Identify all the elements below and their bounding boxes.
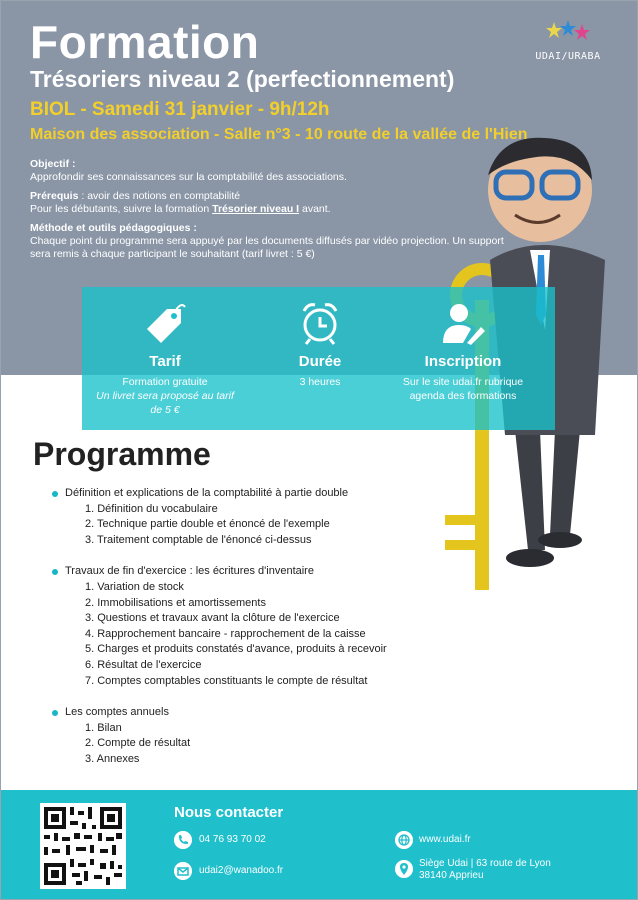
logo-text: UDAI/URABA xyxy=(535,51,601,62)
tarif-desc xyxy=(90,375,240,417)
globe-icon xyxy=(395,831,413,849)
tarif-title: Tarif xyxy=(149,353,181,370)
phone-icon xyxy=(174,831,192,849)
programme-section xyxy=(52,486,442,548)
card-tarif xyxy=(90,287,240,430)
methode-label: Méthode et outils pédagogiques : xyxy=(30,222,197,234)
list-item: 1. Bilan xyxy=(85,721,122,734)
tresorier-niveau-1-link[interactable]: Trésorier niveau I xyxy=(212,203,300,215)
place-line: Maison des association - Salle n°3 - 10 route de la vallée de l'Hien xyxy=(30,126,528,143)
prerequis-label: Prérequis xyxy=(30,190,79,202)
page-title: Formation xyxy=(30,16,260,68)
methode-text: Chaque point du programme sera appuyé par les documents diffusés par vidéo projection. Un support sera remis à chaque participant le souhaitant (tarif livret : 5 €) xyxy=(30,235,504,260)
list-item: 7. Comptes comptables constituants le compte de résultat xyxy=(85,674,368,687)
page-subtitle: Trésoriers niveau 2 (perfectionnement) xyxy=(30,66,455,92)
programme-list xyxy=(52,486,442,784)
list-item: 1. Variation de stock xyxy=(85,580,184,593)
objectif-block xyxy=(30,158,510,184)
list-item: 3. Traitement comptable de l'énoncé ci-dessus xyxy=(85,533,312,546)
list-item: 2. Immobilisations et amortissements xyxy=(85,596,266,609)
objectif-text: Approfondir ses connaissances sur la comptabilité des associations. xyxy=(30,171,347,183)
list-item: 3. Annexes xyxy=(85,752,140,765)
contact-phone[interactable]: 04 76 93 70 02 xyxy=(199,834,266,845)
list-item: 2. Technique partie double et énoncé de l'exemple xyxy=(85,518,330,531)
info-cards xyxy=(82,287,555,430)
alarm-clock-icon xyxy=(298,299,342,347)
contact-address xyxy=(419,858,551,882)
methode-block xyxy=(30,222,510,261)
section-title: Travaux de fin d'exercice : les écritures d'inventaire xyxy=(52,564,442,580)
date-line: BIOL - Samedi 31 janvier - 9h/12h xyxy=(30,99,330,120)
location-pin-icon xyxy=(395,860,413,878)
list-item: 3. Questions et travaux avant la clôture de l'exercice xyxy=(85,612,340,625)
address-line1: Siège Udai | 63 route de Lyon xyxy=(419,858,551,869)
programme-title: Programme xyxy=(33,436,211,472)
objectif-label: Objectif : xyxy=(30,158,76,170)
qr-code-icon[interactable] xyxy=(40,803,126,889)
inscription-title: Inscription xyxy=(424,353,502,370)
duree-title: Durée xyxy=(298,353,342,370)
section-title: Les comptes annuels xyxy=(52,705,442,721)
list-item: 4. Rapprochement bancaire - rapprochement de la caisse xyxy=(85,627,366,640)
tarif-italic: Un livret sera proposé au tarif de 5 € xyxy=(96,390,234,416)
list-item: 6. Résultat de l'exercice xyxy=(85,658,202,671)
inscription-line1: Sur le site udai.fr rubrique agenda des formations xyxy=(402,376,524,402)
address-line2: 38140 Apprieu xyxy=(419,870,484,881)
programme-section xyxy=(52,705,442,767)
duree-line1: 3 heures xyxy=(299,376,341,388)
info-block xyxy=(30,158,510,267)
programme-section xyxy=(52,564,442,689)
contact-email[interactable]: udai2@wanadoo.fr xyxy=(199,865,284,876)
debutants-prefix: Pour les débutants, suivre la formation xyxy=(30,203,213,215)
section-title: Définition et explications de la comptabilité à partie double xyxy=(52,486,442,502)
card-duree xyxy=(245,287,395,430)
contact-website[interactable]: www.udai.fr xyxy=(419,834,471,845)
stars-logo-icon xyxy=(544,20,592,42)
debutants-suffix: avant. xyxy=(299,203,331,215)
price-tag-icon xyxy=(141,299,189,347)
list-item: 2. Compte de résultat xyxy=(85,737,191,750)
contact-footer xyxy=(0,790,638,900)
list-item: 5. Charges et produits constatés d'avance, produits à recevoir xyxy=(85,643,387,656)
udai-logo xyxy=(520,20,616,62)
tarif-line1: Formation gratuite xyxy=(122,376,208,388)
prerequis-block xyxy=(30,190,510,216)
prerequis-text: : avoir des notions en comptabilité xyxy=(78,190,241,202)
card-inscription xyxy=(388,287,538,430)
contact-title: Nous contacter xyxy=(174,804,284,821)
user-edit-icon xyxy=(441,299,485,347)
email-icon xyxy=(174,862,192,880)
list-item: 1. Définition du vocabulaire xyxy=(85,502,218,515)
